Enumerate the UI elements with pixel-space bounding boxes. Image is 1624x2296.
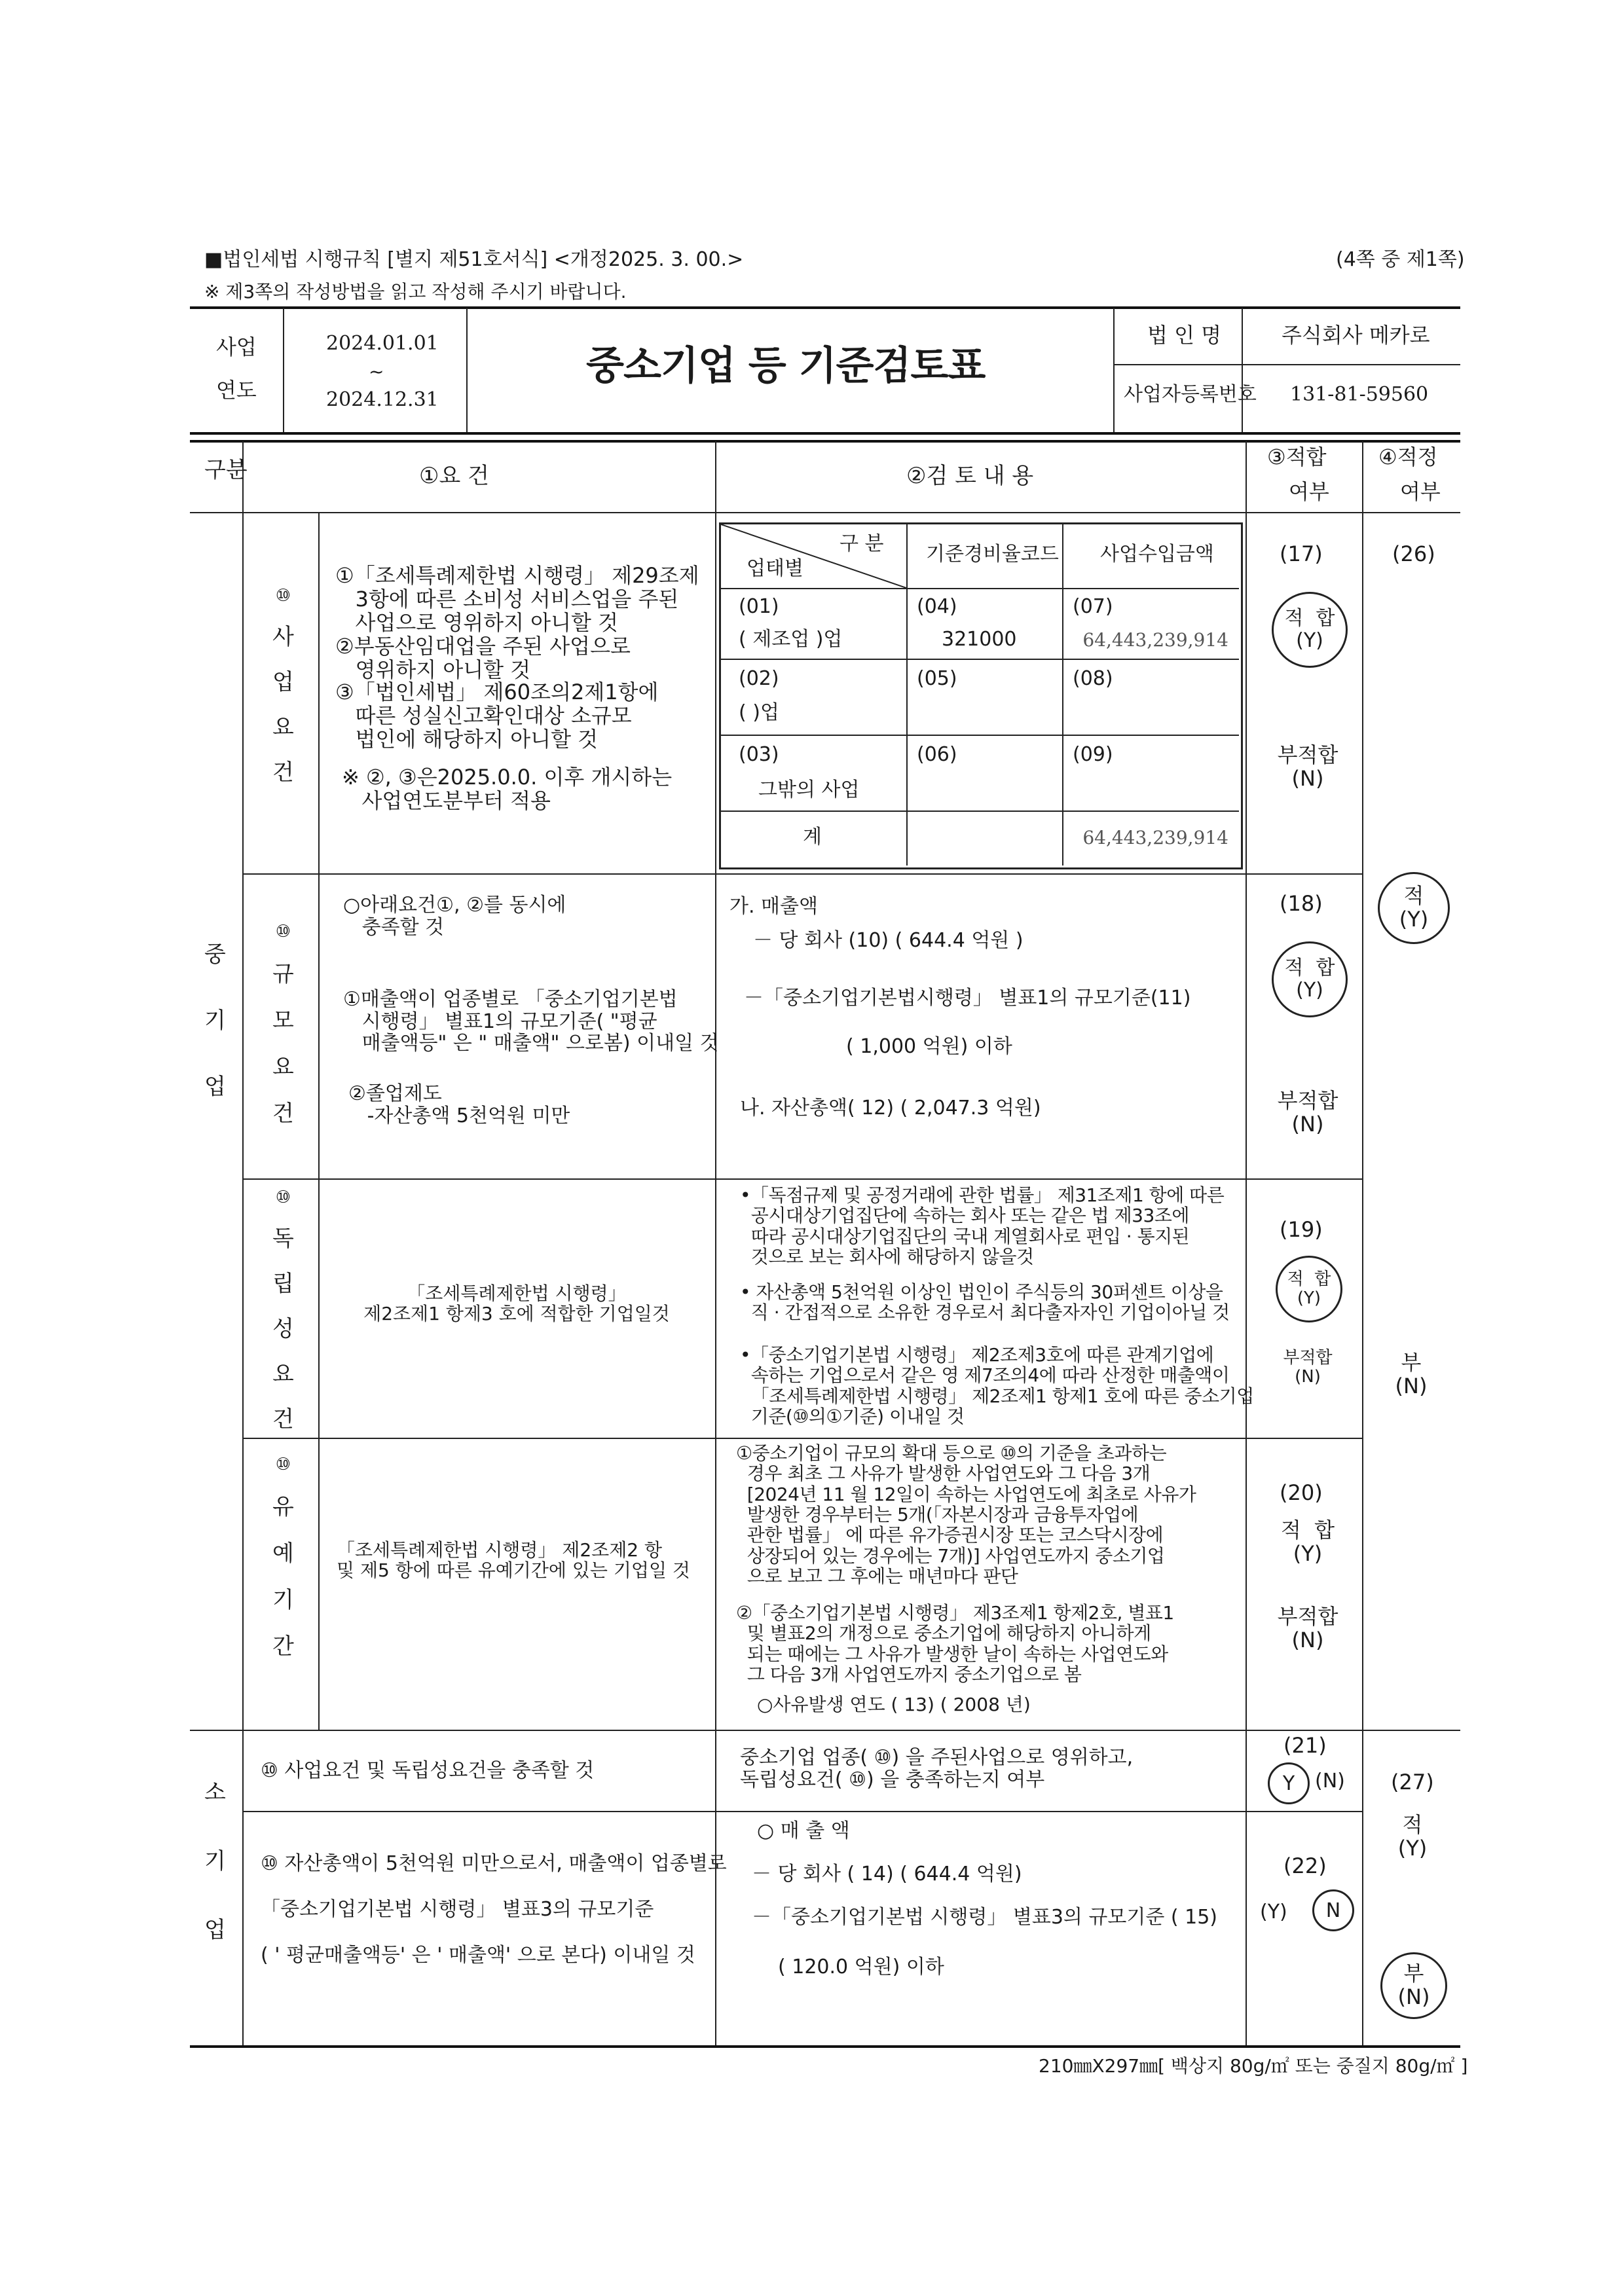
page-title: 중소기업 등 기준검토표 [586, 343, 986, 389]
small-fit-y-circled: Y [1268, 1762, 1310, 1804]
proper-no-27: (27) [1391, 1770, 1434, 1795]
row1-income: 64,443,239,914 [1082, 629, 1228, 651]
period-tilde: ~ [369, 361, 384, 382]
row3-code-no: (06) [917, 743, 957, 766]
business-req-note: ※ ②, ③은2025.0.0. 이후 개시하는 사업연도분부터 적용 [342, 765, 673, 813]
biz-no: 131-81-59560 [1290, 383, 1429, 406]
section-header: 구분 [204, 457, 248, 483]
form-reference: ■법인세법 시행규칙 [별지 제51호서식] <개정2025. 3. 00.> [204, 248, 744, 271]
independence-fit-no-option: 부적합 (N) [1283, 1348, 1333, 1387]
group-label-small: 소 기 업 [204, 1779, 226, 1943]
row2-no: (02) [739, 667, 779, 690]
size-cond-2: ②졸업제도 -자산총액 5천억원 미만 [348, 1082, 570, 1127]
size-fit-yes-circled: 적 합 (Y) [1272, 941, 1348, 1017]
grace-para-2: ②「중소기업기본법 시행령」 제3조제1 항제2호, 별표1 및 별표2의 개정으로 중소기업에 해당하지 아니하게 되는 때에는 그 사유가 발생한 날이 속하는 사업연도와 그 다음 3개 사업연도까지 중소기업으로 봄 [736, 1602, 1174, 1686]
independence-bullet-1: •「독점규제 및 공정거래에 관한 법률」 제31조제1 항에 따른 공시대상기업집단에 속하는 회사 또는 같은 법 제33조에 따라 공시대상기업집단의 국내 계열회사로 편입 · 통지된 것으로 보는 회사에 해당하지 않을것 [740, 1184, 1225, 1268]
small-cond-2-line2: 「중소기업기본법 시행령」 별표3의 규모기준 [261, 1898, 654, 1921]
row-label-grace: ⑩ 유 예 기 간 [272, 1455, 294, 1660]
size-cond-intro: ○아래요건①, ②를 동시에 충족할 것 [343, 894, 566, 939]
small2-fit-n-circled: N [1312, 1889, 1354, 1931]
row-label-size: ⑩ 규 모 요 건 [272, 922, 294, 1127]
requirements-header: ①요 건 [419, 463, 489, 489]
small-fit-n: (N) [1315, 1770, 1345, 1793]
proper-header-2: 여부 [1400, 479, 1441, 504]
proper-header: ④적정 [1378, 445, 1438, 469]
independence-cond: 「조세특례제한법 시행령」 제2조제1 항제3 호에 적합한 기업일것 [363, 1283, 670, 1325]
year-label-bottom: 연도 [216, 378, 257, 403]
fit-no-20: (20) [1280, 1480, 1323, 1505]
corp-name-label: 법 인 명 [1147, 323, 1222, 348]
independence-fit-yes-circled: 적 합 (Y) [1276, 1256, 1342, 1322]
row2-industry: ( )업 [739, 701, 779, 724]
row-label-business: ⑩ 사 업 요 건 [272, 586, 294, 786]
year-label-top: 사업 [216, 335, 257, 359]
proper-no-option: 부 (N) [1395, 1350, 1428, 1398]
table-diag-top: 구 분 [840, 532, 884, 555]
size-rev-assets: 나. 자산총액( 12) ( 2,047.3 억원) [740, 1097, 1041, 1120]
size-fit-no-option: 부적합 (N) [1277, 1088, 1338, 1137]
row2-code-no: (05) [917, 667, 957, 690]
fit-no-18: (18) [1280, 891, 1323, 916]
row1-code: 321000 [942, 628, 1017, 651]
row3-industry: 그밖의 사업 [758, 778, 860, 801]
total-label: 계 [803, 826, 822, 848]
biz-no-label: 사업자등록번호 [1124, 383, 1257, 406]
proper-no-26: (26) [1392, 541, 1435, 566]
grace-para-1: ①중소기업이 규모의 확대 등으로 ⑩의 기준을 초과하는 경우 최초 그 사유가 발생한 사업연도와 그 다음 3개 [2024년 11 월 12일이 속하는 사업연도에 최초로 사유가 발생한 경우부터는 5개(「자본시장과 금융투자업에 관한 법률」 에 따른 유가증권시장 또는 코스닥시장에 상장되어 있는 경우에는 7개)] 사업연도까지 중소기업 으로 보고 그 후에는 매년마다 판단 [736, 1442, 1196, 1588]
small-cond-1: ⑩ 사업요건 및 독립성요건을 충족할 것 [261, 1759, 595, 1782]
small-rev-company: － 당 회사 ( 14) ( 644.4 억원) [752, 1863, 1022, 1886]
small-rev-title: ○ 매 출 액 [757, 1819, 850, 1842]
size-rev-standard: －「중소기업기본법시행령」 별표1의 규모기준(11) [744, 987, 1191, 1010]
fit-no-21: (21) [1283, 1733, 1327, 1758]
size-cond-1: ①매출액이 업종별로 「중소기업기본법 시행령」 별표1의 규모기준( "평균 매출액등" 은 " 매출액" 으로봄) 이내일 것 [343, 988, 719, 1055]
paper-spec: 210㎜X297㎜[ 백상지 80g/㎡ 또는 중질지 80g/㎡ ] [1039, 2055, 1468, 2077]
total-income: 64,443,239,914 [1082, 827, 1228, 848]
grace-cond: 「조세특례제한법 시행령」 제2조제2 항 및 제5 항에 따른 유예기간에 있는 기업일 것 [337, 1539, 690, 1582]
period-end: 2024.12.31 [326, 388, 439, 411]
fit-no-option: 부적합 (N) [1277, 742, 1338, 791]
row1-no: (01) [739, 595, 779, 618]
independence-bullet-3: •「중소기업기본법 시행령」 제2조제3호에 따른 관계기업에 속하는 기업으로서 같은 영 제7조의4에 따라 산정한 매출액이 「조세특례제한법 시행령」 제2조제1 항제1 호에 따른 중소기업 기준(⑩의①기준) 이내일 것 [740, 1344, 1254, 1428]
table-diag-bottom: 업태별 [747, 557, 803, 580]
fit-no-22: (22) [1283, 1853, 1327, 1878]
row1-income-no: (07) [1073, 595, 1113, 618]
small-cond-2-line3: ( ' 평균매출액등' 은 ' 매출액' 으로 본다) 이내일 것 [261, 1944, 695, 1967]
size-rev-sales: 가. 매출액 [729, 895, 818, 918]
fit-no-19: (19) [1280, 1217, 1323, 1242]
small-review-1: 중소기업 업종( ⑩) 을 주된사업으로 영위하고, 독립성요건( ⑩) 을 충족하는지 여부 [740, 1746, 1134, 1791]
small2-fit-y: (Y) [1260, 1901, 1287, 1923]
grace-year: ○사유발생 연도 ( 13) ( 2008 년) [757, 1694, 1031, 1715]
col-expense-code: 기준경비율코드 [926, 543, 1059, 566]
fit-yes-circled: 적 합 (Y) [1272, 592, 1348, 668]
group-label-medium: 중 기 업 [204, 941, 226, 1100]
size-rev-standard-value: ( 1,000 억원) 이하 [846, 1035, 1012, 1058]
fit-header: ③적합 [1267, 445, 1327, 469]
corp-name: 주식회사 메카로 [1282, 323, 1430, 348]
review-header: ②검 토 내 용 [906, 463, 1034, 489]
small-proper-yes: 적 (Y) [1397, 1812, 1428, 1861]
small-cond-2-line1: ⑩ 자산총액이 5천억원 미만으로서, 매출액이 업종별로 [261, 1852, 727, 1875]
business-req-1: ①「조세특례제한법 시행령」 제29조제 3항에 따른 소비성 서비스업을 주된 사업으로 영위하지 아니할 것 [335, 563, 699, 635]
small2-proper-no-circled: 부 (N) [1380, 1952, 1447, 2019]
fit-no-17: (17) [1280, 541, 1323, 566]
col-income: 사업수입금액 [1100, 543, 1214, 566]
business-req-2: ②부동산임대업을 주된 사업으로 영위하지 아니할 것 [335, 634, 631, 682]
row2-income-no: (08) [1073, 667, 1113, 690]
row3-income-no: (09) [1073, 743, 1113, 766]
fit-header-2: 여부 [1289, 479, 1329, 504]
independence-bullet-2: • 자산총액 5천억원 이상인 법인이 주식등의 30퍼센트 이상을 직 · 간접적으로 소유한 경우로서 최다출자자인 기업이아닐 것 [740, 1281, 1230, 1324]
row1-code-no: (04) [917, 595, 957, 618]
size-rev-company: － 당 회사 (10) ( 644.4 억원 ) [753, 929, 1024, 952]
row3-no: (03) [739, 743, 779, 766]
grace-fit-yes: 적 합 (Y) [1280, 1518, 1335, 1566]
grace-fit-no: 부적합 (N) [1277, 1604, 1338, 1652]
period-start: 2024.01.01 [326, 332, 439, 355]
page-number: (4쪽 중 제1쪽) [1336, 248, 1465, 271]
row-label-independence: ⑩ 독 립 성 요 건 [272, 1188, 294, 1432]
small-rev-standard-value: ( 120.0 억원) 이하 [778, 1956, 944, 1978]
proper-yes-circled: 적 (Y) [1378, 872, 1450, 944]
small-rev-standard: －「중소기업기본법 시행령」 별표3의 규모기준 ( 15) [752, 1906, 1218, 1929]
instruction-note: ※ 제3쪽의 작성방법을 읽고 작성해 주시기 바랍니다. [204, 281, 627, 302]
business-req-3: ③「법인세법」 제60조의2제1항에 따른 성실신고확인대상 소규모 법인에 해당하지 아니할 것 [335, 680, 659, 752]
row1-industry: ( 제조업 )업 [739, 628, 843, 651]
